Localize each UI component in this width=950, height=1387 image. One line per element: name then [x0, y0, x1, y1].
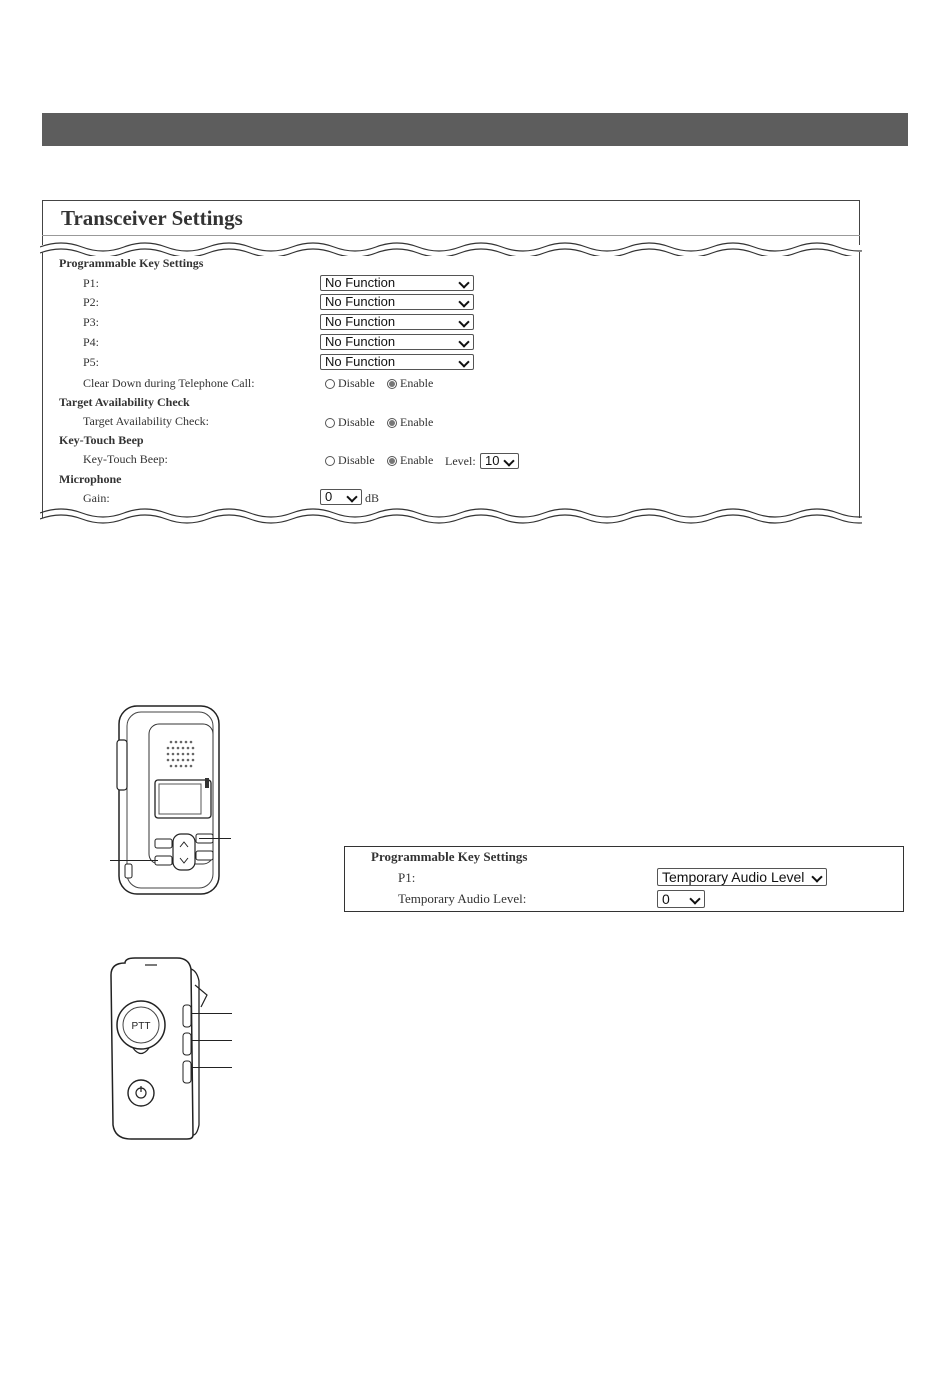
page-title: Transceiver Settings: [61, 206, 243, 230]
clear-down-enable-radio[interactable]: Enable: [387, 376, 433, 391]
transceiver-settings-panel: [42, 200, 860, 530]
p1-label-2: P1:: [398, 870, 416, 885]
chevron-down-icon: [458, 336, 469, 347]
radio-off-icon: [325, 379, 335, 389]
callout-line-side-1: [191, 1013, 232, 1014]
temporary-audio-level-select[interactable]: 0: [657, 890, 705, 908]
panel-body: [42, 252, 860, 518]
p1-select-temporary-audio-level[interactable]: Temporary Audio Level: [657, 868, 827, 886]
gain-label: Gain:: [83, 491, 110, 505]
device-front-illustration: [105, 700, 240, 900]
cut-wave-bottom: [40, 506, 862, 524]
target-availability-disable-radio[interactable]: Disable: [325, 415, 375, 430]
p4-label: P4:: [83, 335, 100, 349]
chevron-down-icon: [458, 316, 469, 327]
chevron-down-icon: [811, 871, 822, 882]
radio-on-icon: [387, 379, 397, 389]
ptt-label: PTT: [131, 1021, 151, 1032]
chevron-down-icon: [458, 277, 469, 288]
key-touch-beep-label: Key-Touch Beep:: [83, 452, 168, 466]
p3-select[interactable]: No Function: [320, 314, 474, 330]
p5-label: P5:: [83, 355, 100, 369]
clear-down-disable-radio[interactable]: Disable: [325, 376, 375, 391]
gain-unit: dB: [365, 491, 380, 505]
callout-line-left: [110, 860, 158, 861]
callout-line-right: [199, 838, 231, 839]
section-header-bar: [42, 113, 908, 146]
radio-off-icon: [325, 456, 335, 466]
p2-select[interactable]: No Function: [320, 294, 474, 310]
radio-on-icon: [387, 418, 397, 428]
target-availability-enable-radio[interactable]: Enable: [387, 415, 433, 430]
title-divider: [42, 235, 860, 236]
heading-programmable-key-settings-2: Programmable Key Settings: [371, 849, 528, 864]
level-label: Level:: [445, 454, 476, 468]
level-select[interactable]: 10: [480, 453, 519, 469]
heading-target-availability-check: Target Availability Check: [59, 395, 190, 409]
temporary-audio-level-label: Temporary Audio Level:: [398, 891, 527, 906]
gain-select[interactable]: 0: [320, 489, 362, 505]
chevron-down-icon: [346, 491, 357, 502]
chevron-down-icon: [689, 893, 700, 904]
chevron-down-icon: [503, 455, 514, 466]
key-touch-beep-enable-radio[interactable]: Enable: [387, 453, 433, 468]
target-availability-label: Target Availability Check:: [83, 414, 210, 428]
key-touch-beep-disable-radio[interactable]: Disable: [325, 453, 375, 468]
chevron-down-icon: [458, 296, 469, 307]
radio-off-icon: [325, 418, 335, 428]
chevron-down-icon: [458, 356, 469, 367]
p3-label: P3:: [83, 315, 100, 329]
heading-key-touch-beep: Key-Touch Beep: [59, 433, 144, 447]
p5-select[interactable]: No Function: [320, 354, 474, 370]
clear-down-label: Clear Down during Telephone Call:: [83, 376, 255, 390]
p1-label: P1:: [83, 276, 100, 290]
heading-microphone: Microphone: [59, 472, 122, 486]
callout-line-side-3: [191, 1067, 232, 1068]
radio-on-icon: [387, 456, 397, 466]
programmable-key-settings-panel: [344, 846, 904, 912]
p2-label: P2:: [83, 295, 100, 309]
heading-programmable-key-settings: Programmable Key Settings: [59, 256, 204, 270]
device-side-illustration: [105, 955, 235, 1145]
p4-select[interactable]: No Function: [320, 334, 474, 350]
p1-select[interactable]: No Function: [320, 275, 474, 291]
callout-line-side-2: [191, 1040, 232, 1041]
